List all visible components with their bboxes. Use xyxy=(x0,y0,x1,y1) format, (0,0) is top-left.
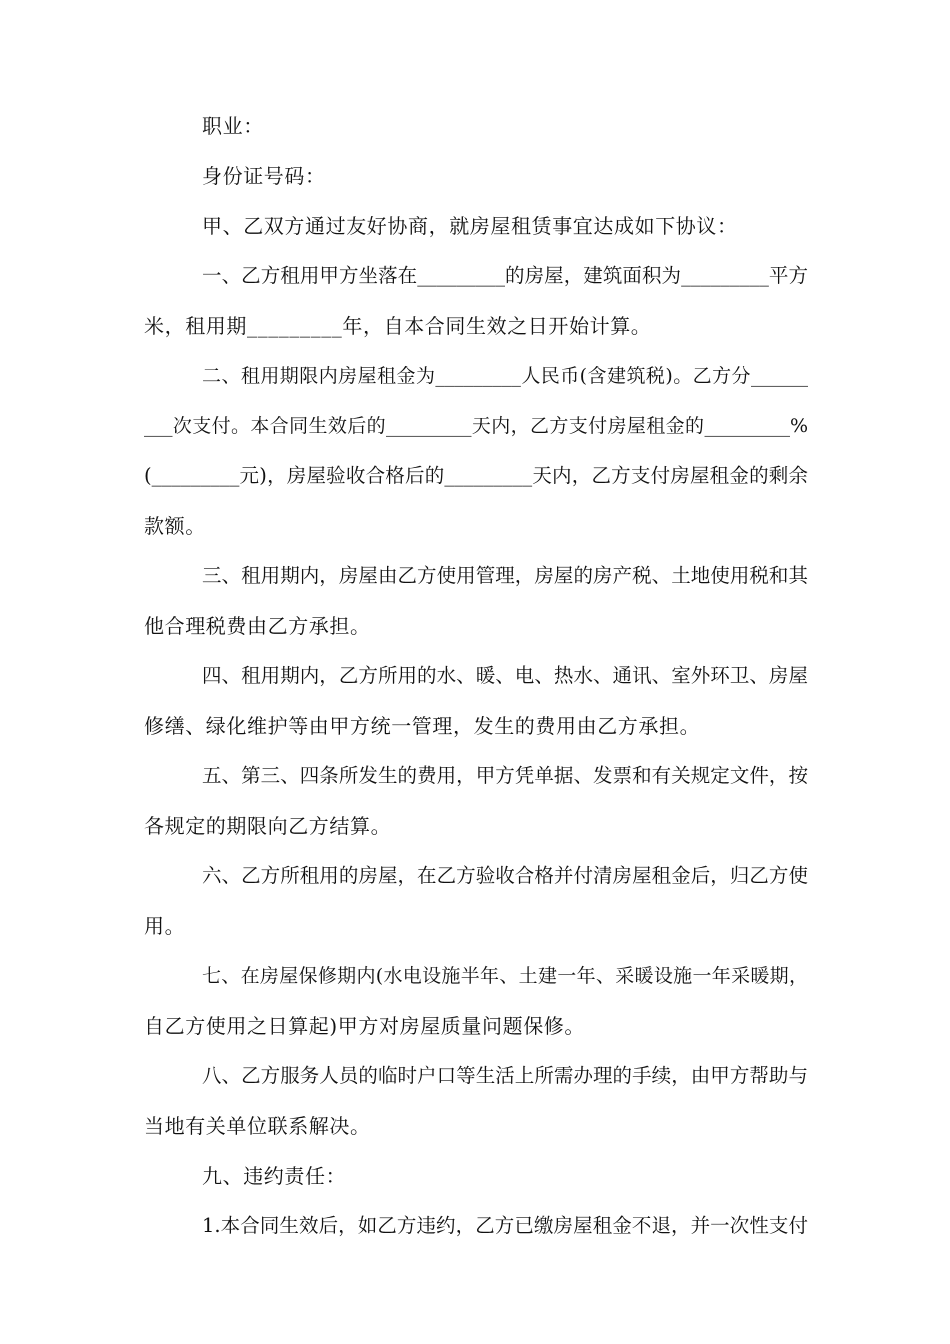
clause-2-line-1: 二、租用期限内房屋租金为_________人民币(含建筑税)。乙方分______ xyxy=(202,365,808,387)
id-number-label: 身份证号码： xyxy=(202,164,326,188)
clause-6-line-2: 用。 xyxy=(144,914,186,938)
clause-4-line-2: 修缮、绿化维护等由甲方统一管理，发生的费用由乙方承担。 xyxy=(144,714,701,738)
clause-7-line-1: 七、在房屋保修期内(水电设施半年、土建一年、采暖设施一年采暖期， xyxy=(202,965,808,987)
preamble-text: 甲、乙双方通过友好协商，就房屋租赁事宜达成如下协议： xyxy=(202,214,738,238)
clause-5-line-1: 五、第三、四条所发生的费用，甲方凭单据、发票和有关规定文件，按 xyxy=(202,764,808,787)
clause-5-line-2: 各规定的期限向乙方结算。 xyxy=(144,814,392,838)
clause-3-line-2: 他合理税费由乙方承担。 xyxy=(144,614,371,638)
clause-3-line-1: 三、租用期内，房屋由乙方使用管理，房屋的房产税、土地使用税和其 xyxy=(202,564,808,587)
clause-6-line-1: 六、乙方所租用的房屋，在乙方验收合格并付清房屋租金后，归乙方使 xyxy=(202,864,808,887)
occupation-label: 职业： xyxy=(202,114,264,138)
clause-1-line-1: 一、乙方租用甲方坐落在_________的房屋，建筑面积为_________平方 xyxy=(202,264,808,287)
clause-1-line-2: 米，租用期_________年，自本合同生效之日开始计算。 xyxy=(144,314,652,338)
clause-8-line-2: 当地有关单位联系解决。 xyxy=(144,1114,371,1138)
clause-9-item-1-line-1: 1.本合同生效后，如乙方违约，乙方已缴房屋租金不退，并一次性支付 xyxy=(202,1214,808,1237)
clause-8-line-1: 八、乙方服务人员的临时户口等生活上所需办理的手续，由甲方帮助与 xyxy=(202,1064,808,1087)
clause-4-line-1: 四、租用期内，乙方所用的水、暖、电、热水、通讯、室外环卫、房屋 xyxy=(202,664,808,687)
clause-9-heading: 九、违约责任： xyxy=(202,1164,347,1188)
clause-2-line-4: 款额。 xyxy=(144,514,206,538)
clause-7-line-2: 自乙方使用之日算起)甲方对房屋质量问题保修。 xyxy=(144,1014,586,1038)
clause-2-line-3: (_________元)，房屋验收合格后的_________天内，乙方支付房屋租金的剩余 xyxy=(144,464,808,487)
clause-2-line-2: ___次支付。本合同生效后的_________天内，乙方支付房屋租金的_________% xyxy=(144,415,808,437)
